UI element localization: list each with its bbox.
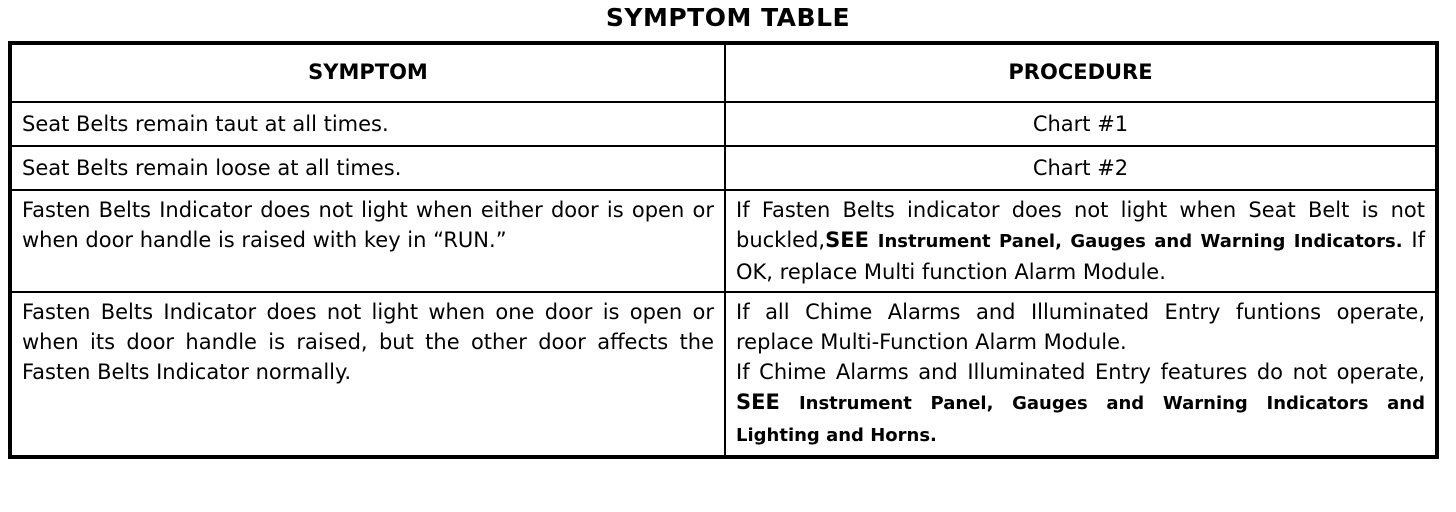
column-header-symptom: SYMPTOM <box>10 43 725 102</box>
reference-text: Instrument Panel, Gauges and Warning Indicators and Lighting and Horns. <box>736 393 1425 446</box>
page-title: SYMPTOM TABLE <box>605 3 851 32</box>
table-row <box>10 190 1437 292</box>
procedure-cell: Chart #1 <box>725 102 1437 146</box>
see-reference-label: SEE <box>825 228 869 252</box>
reference-text: Instrument Panel, Gauges and Warning Indicators. <box>877 231 1403 252</box>
symptom-cell: Fasten Belts Indicator does not light when either door is open or when door handle is raised with key in “RUN.” <box>10 190 725 292</box>
procedure-cell <box>725 190 1437 292</box>
symptom-cell: Fasten Belts Indicator does not light when one door is open or when its door handle is raised, but the other door affects the Fasten Belts Indicator normally. <box>10 292 725 457</box>
see-reference-label: SEE <box>736 390 780 414</box>
table-row <box>10 146 1437 190</box>
column-header-procedure: PROCEDURE <box>725 43 1437 102</box>
table-row <box>10 292 1437 457</box>
procedure-cell <box>725 292 1437 457</box>
procedure-cell: Chart #2 <box>725 146 1437 190</box>
table-header-row <box>10 43 1437 102</box>
table-row <box>10 102 1437 146</box>
procedure-text: If all Chime Alarms and Illuminated Entry funtions operate, replace Multi-Function Alarm Module. <box>736 300 1425 354</box>
symptom-table <box>8 41 1439 459</box>
procedure-text: If OK, replace Multi function Alarm Module. <box>736 228 1425 284</box>
symptom-cell: Seat Belts remain loose at all times. <box>10 146 725 190</box>
symptom-cell: Seat Belts remain taut at all times. <box>10 102 725 146</box>
procedure-text: If Fasten Belts indicator does not light when Seat Belt is not buckled, <box>736 198 1425 252</box>
procedure-text: If Chime Alarms and Illuminated Entry features do not operate, <box>736 360 1425 384</box>
